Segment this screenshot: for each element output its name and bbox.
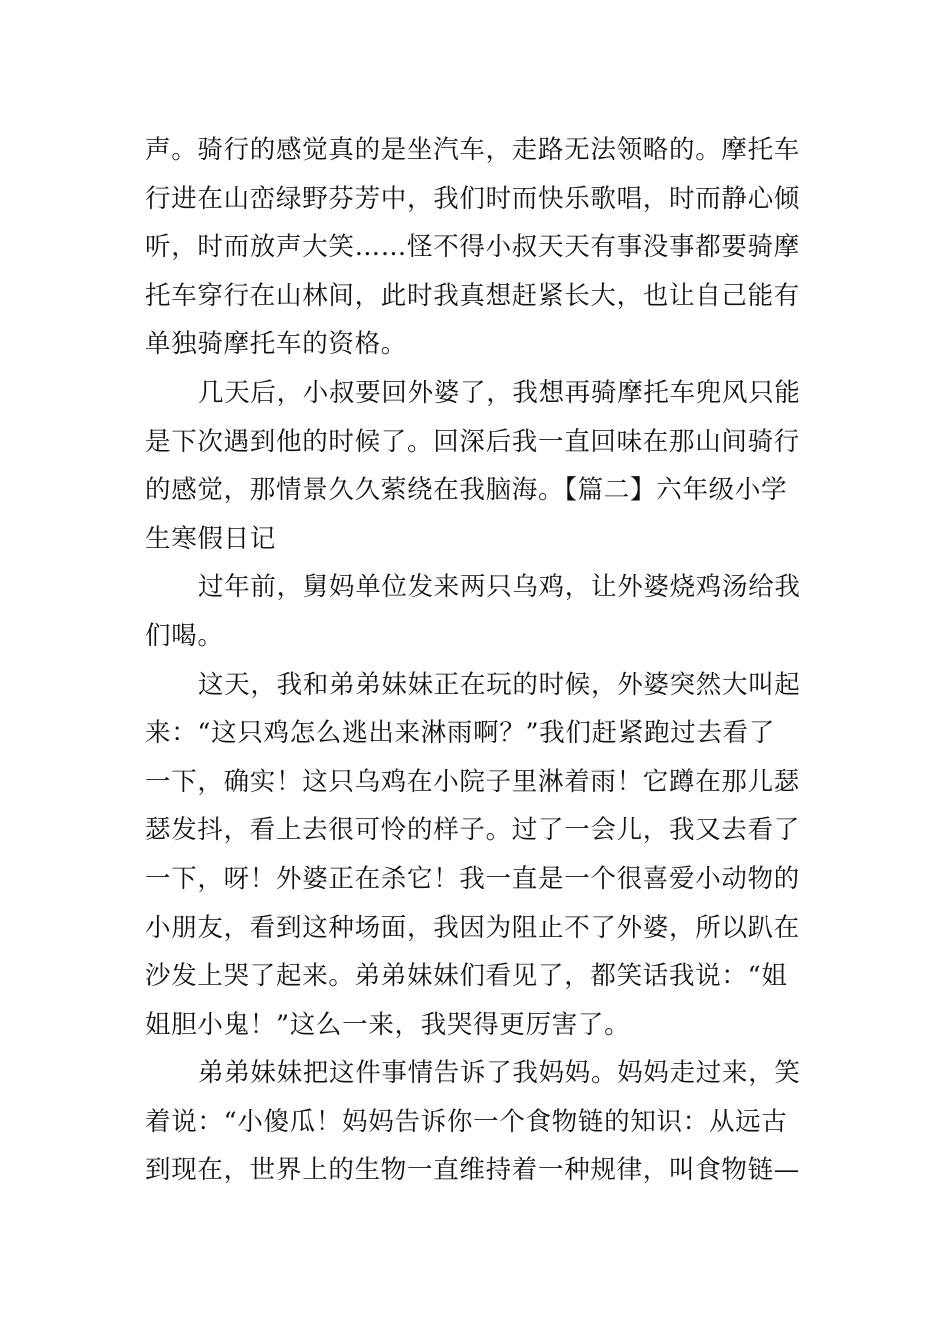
text-line: 的感觉，那情景久久萦绕在我脑海。【篇二】六年级小学: [145, 475, 788, 506]
text-line: 沙发上哭了起来。弟弟妹妹们看见了，都笑话我说：“姐: [145, 961, 788, 992]
text-line: 托车穿行在山林间，此时我真想赶紧长大，也让自己能有: [145, 280, 801, 311]
text-line: 生寒假日记: [145, 523, 277, 554]
text-line: 单独骑摩托车的资格。: [145, 329, 408, 360]
text-line: 姐胆小鬼！”这么一来，我哭得更厉害了。: [145, 1009, 631, 1040]
paragraph-3: [145, 563, 805, 660]
paragraph-1: [145, 126, 805, 369]
paragraph-4: [145, 661, 805, 1050]
text-line: 来：“这只鸡怎么逃出来淋雨啊？”我们赶紧跑过去看了: [145, 718, 776, 749]
text-line: 到现在，世界上的生物一直维持着一种规律，叫食物链—: [145, 1155, 801, 1186]
paragraph-2: [145, 369, 805, 563]
text-line: 一下，确实！这只乌鸡在小院子里淋着雨！它蹲在那儿瑟: [145, 766, 801, 797]
paragraph-5: [145, 1049, 805, 1195]
text-line: 着说：“小傻瓜！妈妈告诉你一个食物链的知识：从远古: [145, 1106, 788, 1137]
text-line: 是下次遇到他的时候了。回深后我一直回味在那山间骑行: [145, 426, 801, 457]
text-line: 几天后，小叔要回外婆了，我想再骑摩托车兜风只能: [198, 377, 801, 408]
text-line: 过年前，舅妈单位发来两只乌鸡，让外婆烧鸡汤给我: [198, 572, 801, 603]
text-line: 弟弟妹妹把这件事情告诉了我妈妈。妈妈走过来，笑: [198, 1058, 801, 1089]
body-text: [145, 126, 805, 1195]
text-line: 小朋友，看到这种场面，我因为阻止不了外婆，所以趴在: [145, 912, 801, 943]
text-line: 行进在山峦绿野芬芳中，我们时而快乐歌唱，时而静心倾: [145, 183, 801, 214]
text-line: 瑟发抖，看上去很可怜的样子。过了一会儿，我又去看了: [145, 815, 801, 846]
text-line: 们喝。: [145, 620, 224, 651]
text-line: 一下，呀！外婆正在杀它！我一直是一个很喜爱小动物的: [145, 863, 801, 894]
text-line: 听，时而放声大笑……怪不得小叔天天有事没事都要骑摩: [145, 232, 801, 263]
text-line: 这天，我和弟弟妹妹正在玩的时候，外婆突然大叫起: [198, 669, 801, 700]
text-line: 声。骑行的感觉真的是坐汽车，走路无法领略的。摩托车: [145, 135, 801, 165]
